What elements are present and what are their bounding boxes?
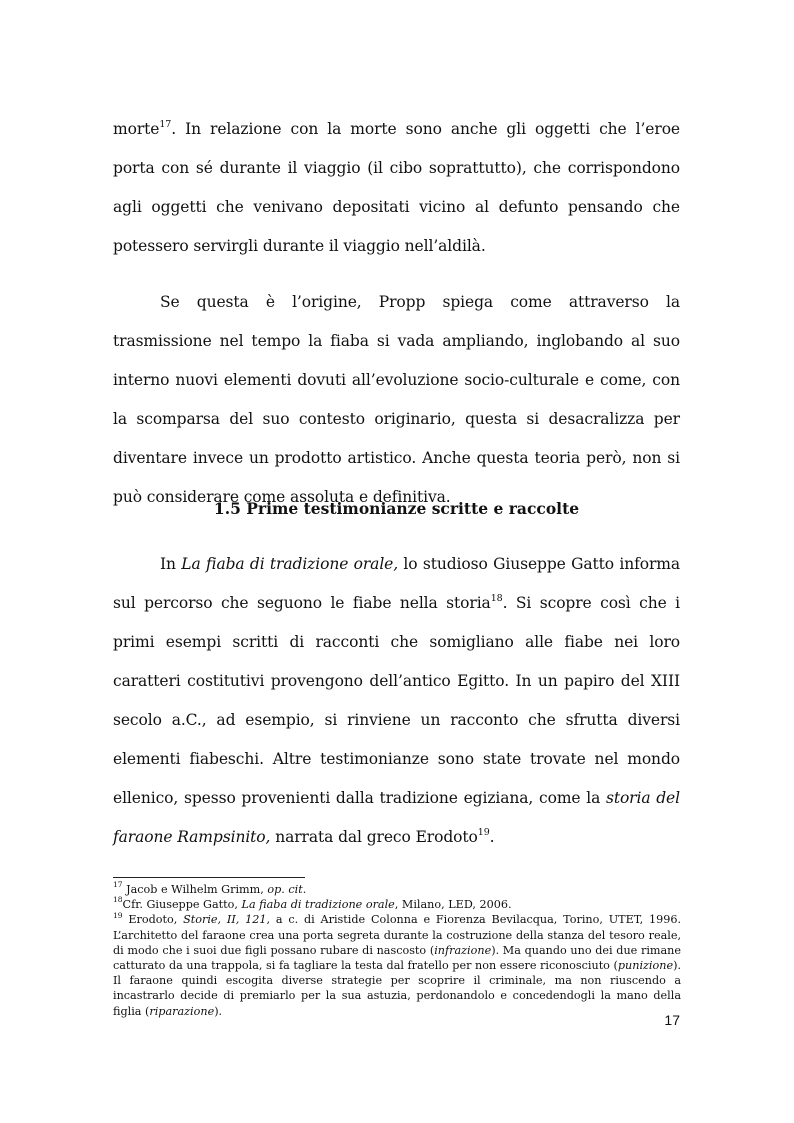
footnote-19-text-1: Erodoto,: [122, 913, 184, 927]
body-text-top: [113, 110, 680, 517]
paragraph-3-part2: lo studioso Giuseppe Gatto informa sul percorso che seguono le fiabe nella storia: [113, 555, 681, 612]
story-title-rampsinito: storia del faraone Rampsinito,: [113, 789, 680, 846]
footnote-19: [113, 912, 681, 1018]
paragraph-3-end: .: [489, 828, 495, 846]
footnote-18-number: 18: [113, 895, 123, 905]
footnote-19-italic-3: punizione: [617, 959, 674, 973]
paragraph-1: [113, 110, 680, 266]
footnote-18-text: Cfr. Giuseppe Gatto,: [122, 898, 242, 912]
footnote-19-text-3: ). Ma quando uno dei due rimane catturato da una trappola, si fa tagliare la testa dal fratello per non essere riconosciuto (: [113, 943, 681, 973]
paragraph-3-part3: . Si scopre così che i primi esempi scritti di racconti che somigliano alle fiabe nei loro caratteri costitutivi provengono dell’antico Egitto. In un papiro del XIII secolo a.C., ad esempio, si rinviene un racconto che sfrutta diversi elementi fiabeschi. Altre testimonianze sono state trovate nel mondo ellenico, spesso provenienti dalla tradizione egiziana, come la: [113, 594, 680, 807]
paragraph-3-part1: In: [160, 555, 182, 573]
paragraph-3-part4: narrata dal greco Erodoto: [270, 828, 478, 846]
paragraph-3: [113, 545, 680, 857]
footnote-ref-17[interactable]: 17: [159, 118, 172, 130]
footnote-19-italic-4: riparazione: [149, 1004, 215, 1018]
book-title-fiaba: La fiaba di tradizione orale,: [181, 555, 399, 573]
footnotes: [113, 882, 681, 1019]
paragraph-1-start: morte: [113, 120, 160, 138]
footnote-17-italic: op. cit.: [267, 883, 307, 896]
page-number: 17: [664, 1012, 680, 1028]
footnote-divider: [113, 877, 305, 878]
footnote-19-text-5: ).: [214, 1004, 223, 1018]
footnote-17-text: Jacob e Wilhelm Grimm,: [122, 883, 268, 896]
section-heading: 1.5 Prime testimonianze scritte e raccolte: [213, 499, 580, 518]
footnote-19-italic-1: Storie, II, 121: [183, 913, 267, 927]
footnote-17: [113, 882, 681, 897]
footnote-18: [113, 897, 681, 912]
footnote-17-number: 17: [113, 880, 123, 890]
footnote-18-rest: , Milano, LED, 2006.: [394, 898, 512, 912]
footnote-19-text-4: ). Il faraone quindi escogita diverse strategie per scoprire il criminale, ma non riuscendo a incastrarlo decide di premiarlo per la sua astuzia, perdonandolo e concedendogli la mano della figlia (: [113, 959, 681, 1018]
paragraph-2: Se questa è l’origine, Propp spiega come attraverso la trasmissione nel tempo la fiaba si vada ampliando, inglobando al suo interno nuovi elementi dovuti all’evoluzione socio-culturale e come, con la scomparsa del suo contesto originario, questa si desacralizza per diventare invece un prodotto artistico. Anche questa teoria però, non si può considerare come assoluta e definitiva.: [113, 293, 680, 506]
footnote-19-text-2: , a c. di Aristide Colonna e Fiorenza Bevilacqua, Torino, UTET, 1996. L’architetto del faraone crea una porta segreta durante la costruzione della stanza del tesoro reale, di modo che i suoi due figli possano rubare di nascosto (: [113, 913, 682, 957]
footnote-19-italic-2: infrazione: [434, 943, 492, 957]
body-text-section: [113, 545, 680, 857]
paragraph-1-rest: . In relazione con la morte sono anche gli oggetti che l’eroe porta con sé durante il viaggio (il cibo soprattutto), che corrispondono agli oggetti che venivano depositati vicino al defunto pensando che potessero servirgli durante il viaggio nell’aldilà.: [113, 120, 680, 255]
footnote-ref-19[interactable]: 19: [477, 826, 490, 838]
footnote-18-italic: La fiaba di tradizione orale: [241, 898, 395, 912]
footnote-ref-18[interactable]: 18: [490, 592, 503, 604]
footnote-19-number: 19: [113, 910, 123, 920]
